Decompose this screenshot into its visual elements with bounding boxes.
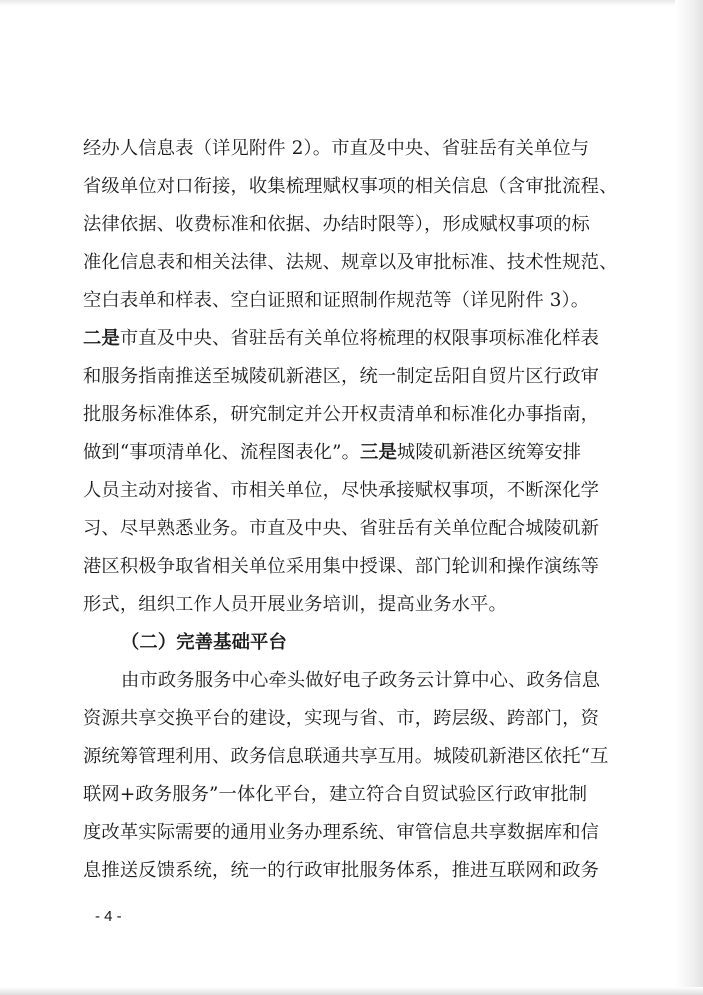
- emphasis-lead-two: 二是: [83, 328, 120, 349]
- text-line: 经办人信息表（详见附件 2）。市直及中央、省驻岳有关单位与: [83, 138, 590, 159]
- text-line: 源统筹管理利用、政务信息联通共享互用。城陵矶新港区依托“互: [83, 746, 609, 767]
- emphasis-lead-three: 三是: [360, 442, 397, 463]
- text-line: 由市政务服务中心牵头做好电子政务云计算中心、政务信息: [121, 670, 601, 691]
- text-line: 港区积极争取省相关单位采用集中授课、部门轮训和操作演练等: [83, 556, 600, 577]
- scan-shadow-right: [675, 0, 703, 995]
- text-line: 批服务标准体系，研究制定并公开权责清单和标准化办事指南，: [83, 404, 600, 425]
- text-line: 人员主动对接省、市相关单位，尽快承接赋权事项，不断深化学: [83, 480, 600, 501]
- text-line: 做到“事项清单化、流程图表化”。三是城陵矶新港区统筹安排: [83, 442, 582, 463]
- scan-shadow-bottom: [0, 987, 703, 995]
- text-line: 空白表单和样表、空白证照和证照制作规范等（详见附件 3）。: [83, 290, 590, 311]
- text-line: 息推送反馈系统，统一的行政审批服务体系，推进互联网和政务: [83, 860, 600, 881]
- scan-shadow-top: [0, 0, 703, 6]
- section-heading: （二）完善基础平台: [121, 632, 287, 653]
- text-line: 习、尽早熟悉业务。市直及中央、省驻岳有关单位配合城陵矶新: [83, 518, 600, 539]
- text-line: 度改革实际需要的通用业务办理系统、审管信息共享数据库和信: [83, 822, 600, 843]
- text-line: 二是市直及中央、省驻岳有关单位将梳理的权限事项标准化样表: [83, 328, 600, 349]
- page-number: - 4 -: [95, 908, 122, 925]
- text-line: 准化信息表和相关法律、法规、规章以及审批标准、技术性规范、: [83, 252, 618, 273]
- text-line: 省级单位对口衔接，收集梳理赋权事项的相关信息（含审批流程、: [83, 176, 618, 197]
- text-line: 和服务指南推送至城陵矶新港区，统一制定岳阳自贸片区行政审: [83, 366, 600, 387]
- text-line: 法律依据、收费标准和依据、办结时限等），形成赋权事项的标: [83, 214, 590, 235]
- text-line: 资源共享交换平台的建设，实现与省、市，跨层级、跨部门，资: [83, 708, 600, 729]
- text-line: 形式，组织工作人员开展业务培训，提高业务水平。: [83, 594, 507, 615]
- text-line: 联网+政务服务”一体化平台，建立符合自贸试验区行政审批制: [83, 784, 588, 805]
